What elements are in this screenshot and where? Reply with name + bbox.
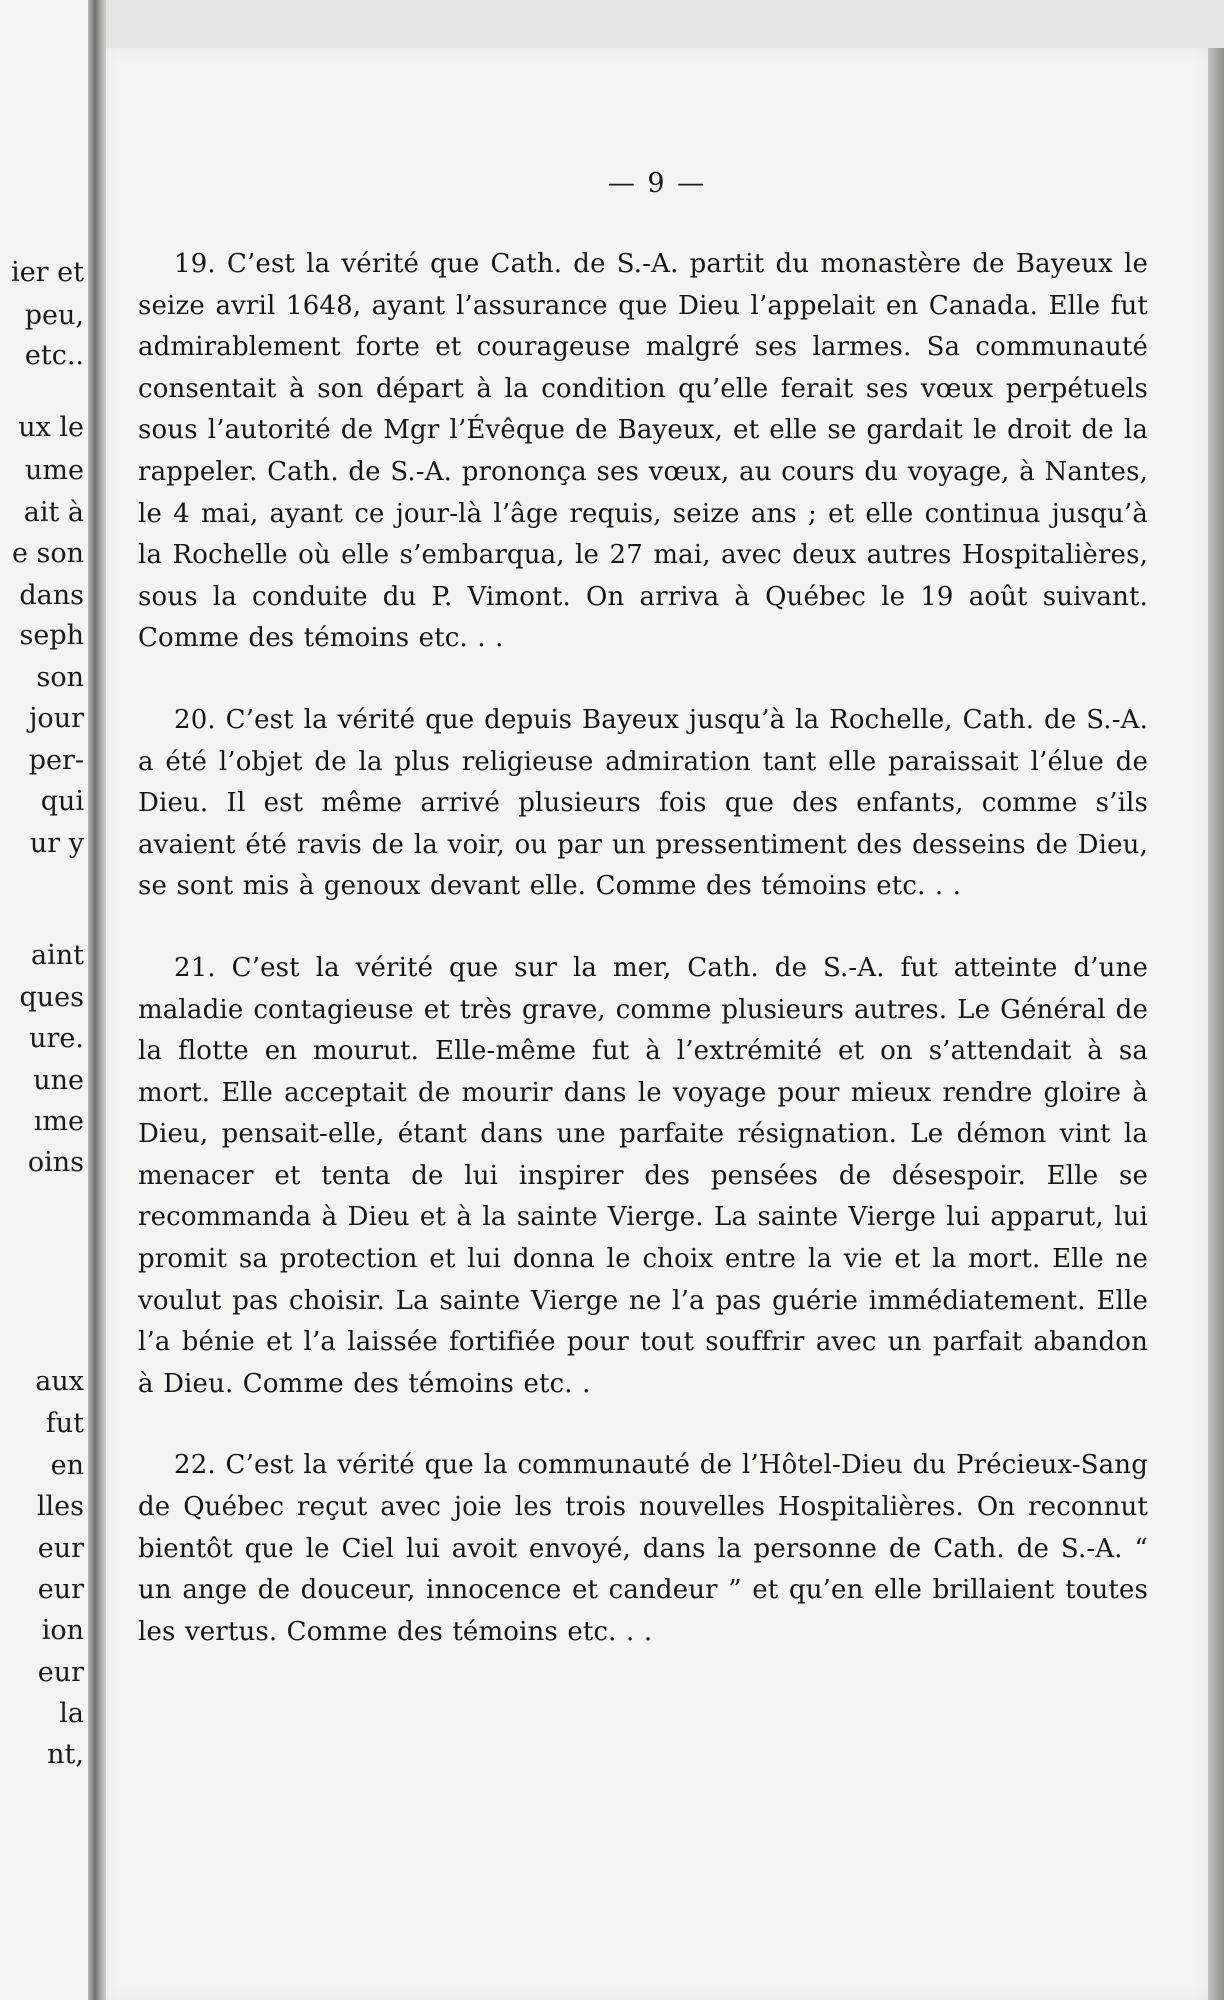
left-fragment: oins bbox=[27, 1147, 84, 1178]
left-fragment: per- bbox=[28, 745, 84, 776]
paragraph-20: 20. C’est la vérité que depuis Bayeux jusqu’à la Rochelle, Cath. de S.-A. a été l’objet de la plus religieuse admiration tant elle paraissait l’élue de Dieu. Il est même arrivé plusieurs fois que des enfants, comme s’ils avaient été ravis de la voir, ou par un pressentiment des desseins de Dieu, se sont mis à genoux devant elle. Comme des témoins etc. . . bbox=[138, 704, 1148, 902]
page-top-edge bbox=[96, 0, 1224, 48]
left-page-margin bbox=[0, 0, 96, 2000]
left-fragment: eur bbox=[37, 1657, 84, 1688]
left-fragment: seph bbox=[19, 620, 84, 651]
page-number: — 9 — bbox=[607, 168, 707, 199]
paragraph-19: 19. C’est la vérité que Cath. de S.-A. partit du monastère de Bayeux le seize avril 1648, ayant l’assurance que Dieu l’appelait en Canada. Elle fut admirablement forte et courageuse malgré ses larmes. Sa communauté consentait à son départ à la condition qu’elle ferait ses vœux perpétuels sous l’autorité de Mgr l’Évêque de Bayeux, et elle se gardait le droit de la rappeler. Cath. de S.-A. prononça ses vœux, au cours du voyage, à Nantes, le 4 mai, ayant ce jour-là l’âge requis, seize ans ; et elle continua jusqu’à la Rochelle où elle s’embarqua, le 27 mai, avec deux autres Hospitalières, sous la conduite du P. Vimont. On arriva à Québec le 19 août suivant. Comme des témoins etc. . . bbox=[138, 249, 1148, 654]
left-fragment: etc.. bbox=[24, 340, 84, 371]
left-fragment: ur y bbox=[29, 828, 84, 859]
left-fragment: jour bbox=[29, 703, 84, 734]
left-fragment: une bbox=[33, 1065, 84, 1096]
paragraph-22: 22. C’est la vérité que la communauté de l’Hôtel-Dieu du Précieux-Sang de Québec reçut avec joie les trois nouvelles Hospitalières. On reconnut bientôt que le Ciel lui avoit envoyé, dans la personne de Cath. de S.-A. “ un ange de douceur, innocence et candeur ” et qu’en elle brillaient toutes les vertus. Comme des témoins etc. . . bbox=[138, 1450, 1148, 1647]
left-fragment: eur bbox=[37, 1533, 84, 1564]
left-fragment: qui bbox=[40, 786, 84, 817]
left-fragment: la bbox=[59, 1698, 84, 1729]
left-fragment: ume bbox=[25, 455, 84, 486]
left-fragment: ux le bbox=[18, 412, 84, 443]
page-right-edge bbox=[1208, 48, 1224, 2000]
left-fragment: ion bbox=[41, 1615, 84, 1646]
left-fragment: son bbox=[36, 662, 84, 693]
left-fragment: peu, bbox=[24, 300, 84, 331]
left-fragment: lles bbox=[36, 1491, 84, 1522]
left-fragment: ques bbox=[19, 982, 84, 1013]
paragraph-21: 21. C’est la vérité que sur la mer, Cath. de S.-A. fut atteinte d’une maladie contagieuse et très grave, comme plusieurs autres. Le Général de la flotte en mourut. Elle-même fut à l’extrémité et on s’attendait à sa mort. Elle acceptait de mourir dans le voyage pour mieux rendre gloire à Dieu, pensait-elle, étant dans une parfaite résignation. Le démon vint la menacer et tenta de lui inspirer des pensées de désespoir. Elle se recommanda à Dieu et à la sainte Vierge. La sainte Vierge lui apparut, lui promit sa protection et lui donna le choix entre la vie et la mort. Elle ne voulut pas choisir. La sainte Vierge ne l’a pas guérie immédiatement. Elle l’a bénie et l’a laissée fortifiée pour tout souffrir avec un parfait abandon à Dieu. Comme des témoins etc. . bbox=[138, 952, 1148, 1399]
left-fragment: ier et bbox=[11, 257, 84, 288]
book-gutter bbox=[88, 0, 106, 2000]
page-body bbox=[138, 244, 1148, 1693]
left-fragment: aux bbox=[35, 1366, 84, 1397]
left-fragment: eur bbox=[37, 1574, 84, 1605]
left-fragment: fut bbox=[45, 1408, 84, 1439]
document-page bbox=[106, 48, 1208, 2000]
left-fragment: nt, bbox=[47, 1739, 84, 1770]
left-fragment: ure. bbox=[29, 1023, 84, 1054]
left-fragment: ıme bbox=[33, 1106, 84, 1137]
left-fragment: en bbox=[50, 1450, 84, 1481]
left-fragment: aint bbox=[31, 940, 84, 971]
left-fragment: e son bbox=[11, 538, 84, 569]
left-page-text-fragments bbox=[0, 0, 84, 2000]
left-fragment: dans bbox=[19, 580, 84, 611]
left-fragment: ait à bbox=[23, 497, 84, 528]
